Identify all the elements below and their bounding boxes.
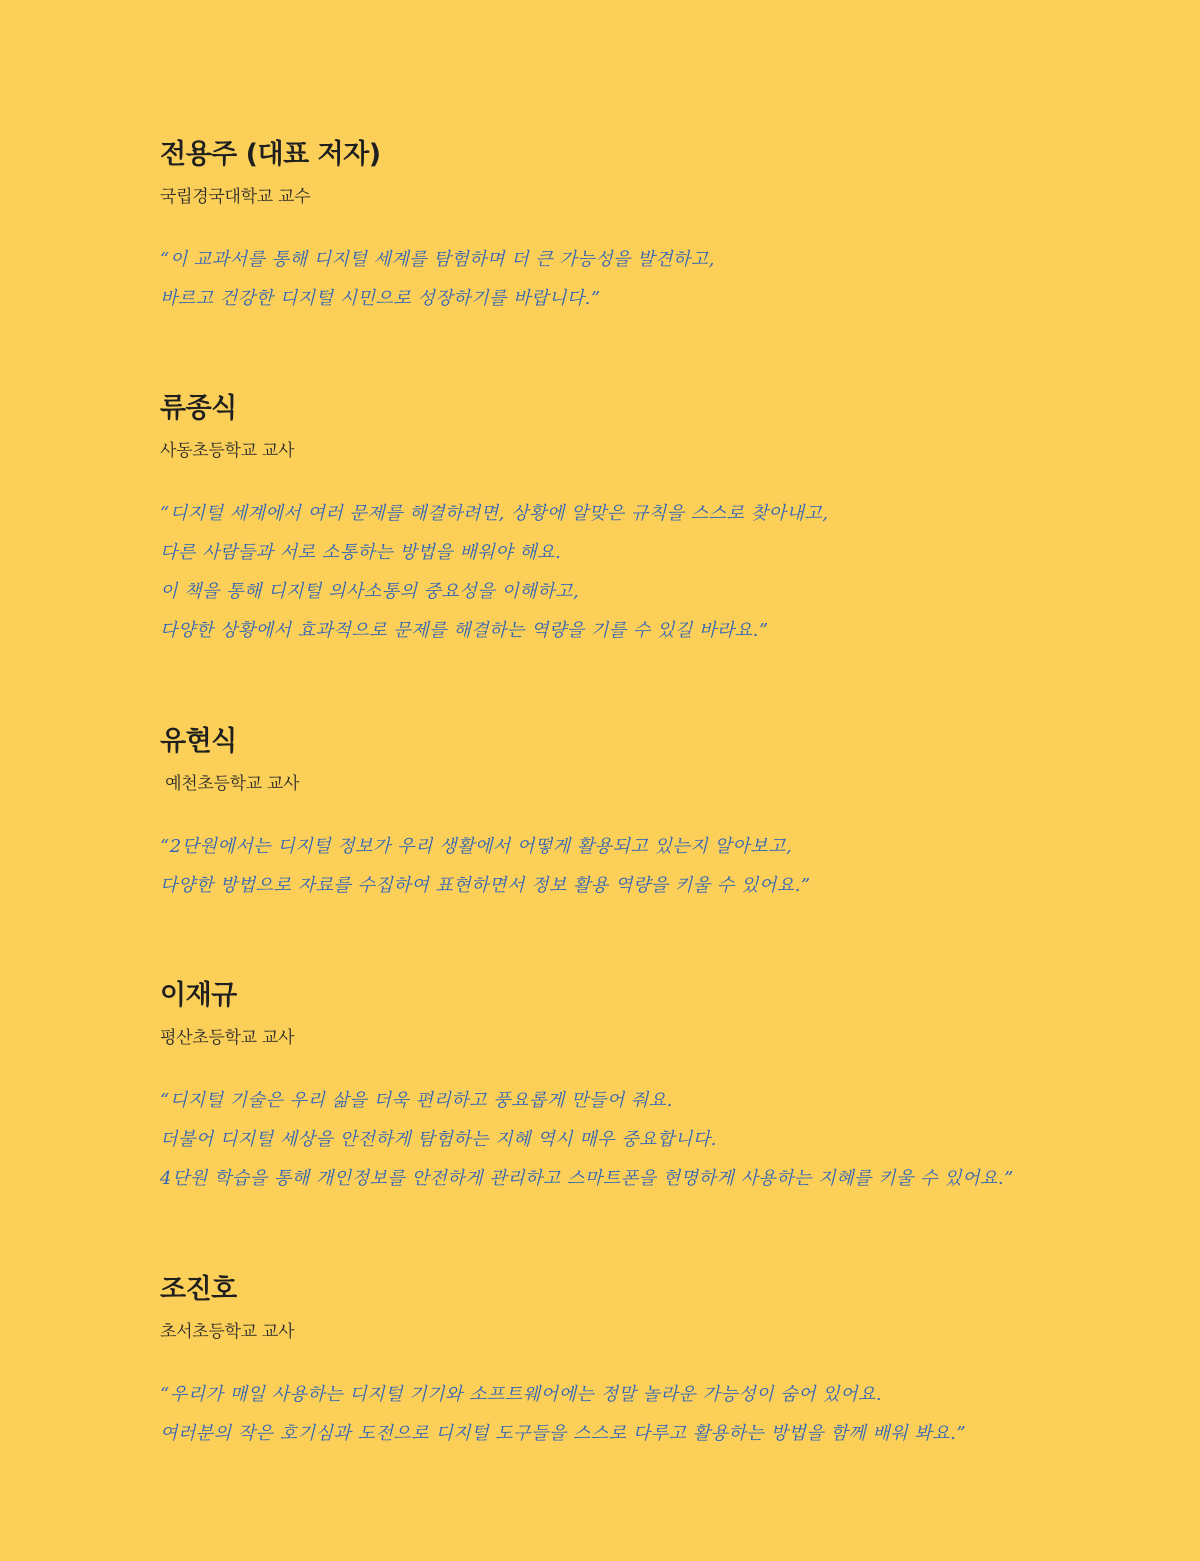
quote-line: “디지털 기술은 우리 삶을 더욱 편리하고 풍요롭게 만들어 줘요. <box>160 1090 673 1111</box>
quote-line: 여러분의 작은 호기심과 도전으로 디지털 도구들을 스스로 다루고 활용하는 방법을 함께 배워 봐요.” <box>160 1423 967 1444</box>
author-section <box>160 979 1160 1203</box>
quote-line: “2단원에서는 디지털 정보가 우리 생활에서 어떻게 활용되고 있는지 알아보고, <box>160 836 793 857</box>
author-quote <box>160 1380 1160 1458</box>
author-section <box>160 725 1160 910</box>
quote-line: “디지털 세계에서 여러 문제를 해결하려면, 상황에 알맞은 규칙을 스스로 찾아내고, <box>160 503 829 524</box>
author-affiliation: 초서초등학교 교사 <box>160 1322 295 1342</box>
author-affiliation: 사동초등학교 교사 <box>160 441 295 461</box>
quote-line: 4단원 학습을 통해 개인정보를 안전하게 관리하고 스마트폰을 현명하게 사용하는 지혜를 키울 수 있어요.” <box>160 1168 1014 1189</box>
author-quote <box>160 1086 1160 1203</box>
quote-line: “우리가 매일 사용하는 디지털 기기와 소프트웨어에는 정말 놀라운 가능성이 숨어 있어요. <box>160 1384 883 1405</box>
author-affiliation: 예천초등학교 교사 <box>160 774 300 794</box>
author-section <box>160 392 1160 655</box>
quote-line: 다양한 방법으로 자료를 수집하여 표현하면서 정보 활용 역량을 키울 수 있어요.” <box>160 875 811 896</box>
quote-line: 더불어 디지털 세상을 안전하게 탐험하는 지혜 역시 매우 중요합니다. <box>160 1129 717 1150</box>
author-quote <box>160 499 1160 655</box>
author-affiliation: 평산초등학교 교사 <box>160 1028 295 1048</box>
author-name: 류종식 <box>160 393 237 424</box>
author-section <box>160 138 1160 323</box>
quote-line: 다른 사람들과 서로 소통하는 방법을 배워야 해요. <box>160 542 562 563</box>
author-name: 이재규 <box>160 980 237 1011</box>
author-name: 전용주 (대표 저자) <box>160 139 381 170</box>
author-affiliation: 국립경국대학교 교수 <box>160 187 311 207</box>
quote-line: 다양한 상황에서 효과적으로 문제를 해결하는 역량을 기를 수 있길 바라요.” <box>160 620 769 641</box>
quote-line: 바르고 건강한 디지털 시민으로 성장하기를 바랍니다.” <box>160 288 601 309</box>
author-name: 유현식 <box>160 726 237 757</box>
author-name: 조진호 <box>160 1274 237 1305</box>
quote-line: 이 책을 통해 디지털 의사소통의 중요성을 이해하고, <box>160 581 580 602</box>
author-quote <box>160 245 1160 323</box>
author-quote <box>160 832 1160 910</box>
quote-line: “이 교과서를 통해 디지털 세계를 탐험하며 더 큰 가능성을 발견하고, <box>160 249 715 270</box>
author-section <box>160 1273 1160 1458</box>
